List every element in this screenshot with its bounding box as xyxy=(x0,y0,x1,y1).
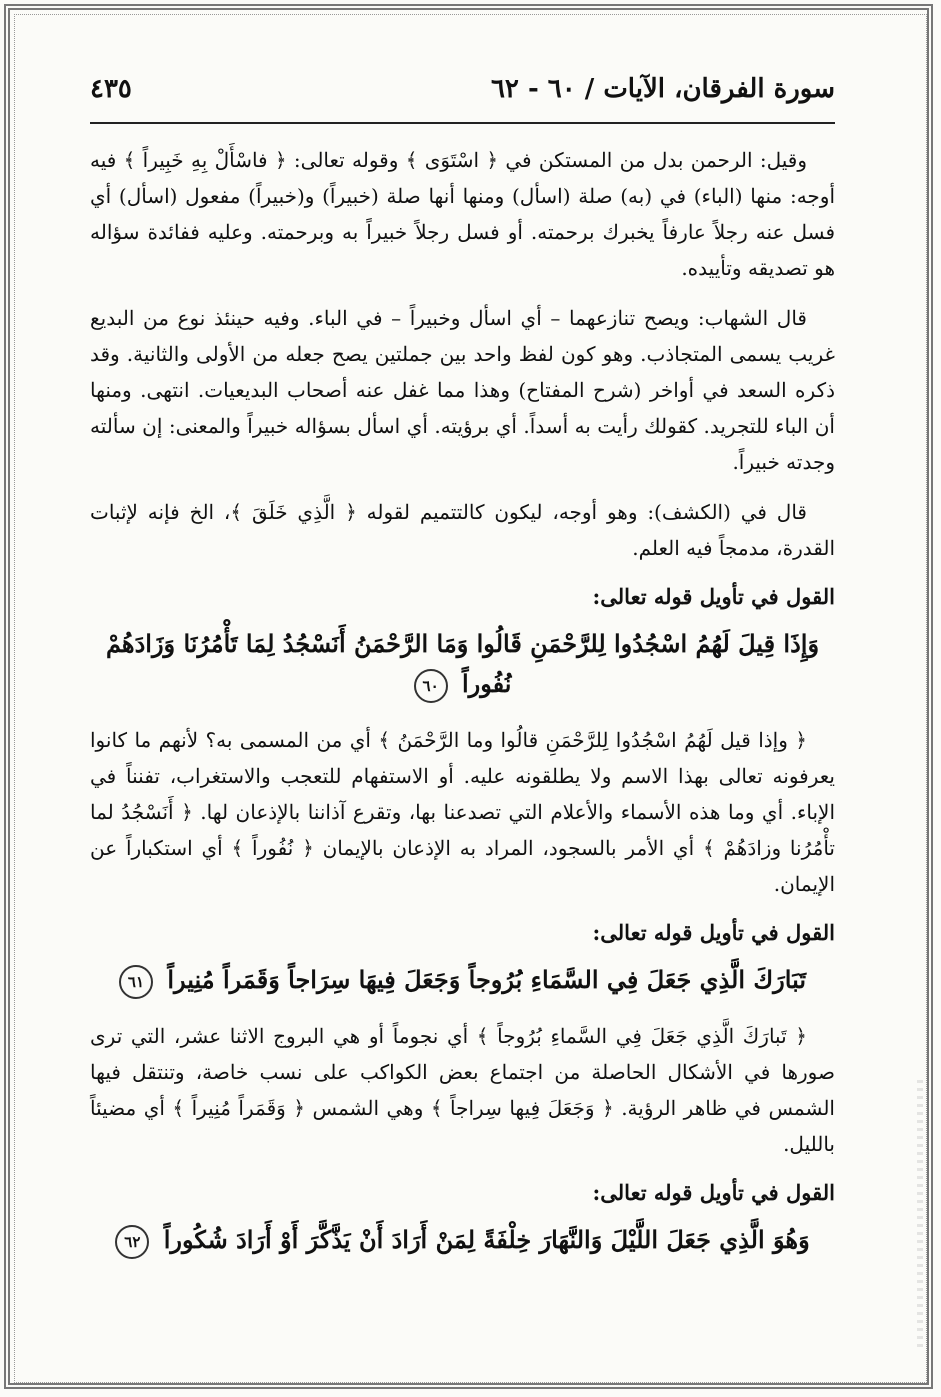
ayah-number: ٦٢ xyxy=(115,1225,149,1259)
header-rule xyxy=(90,122,835,124)
section-heading: القول في تأويل قوله تعالى: xyxy=(592,584,835,609)
ayah-number: ٦١ xyxy=(119,965,153,999)
paragraph: وقيل: الرحمن بدل من المستكن في ﴿ اسْتَوَى ﴾ وقوله تعالى: ﴿ فاسْأَلْ بِهِ خَبِيراً ﴾ فيه أوجه: منها (الباء) في (به) صلة (اسأل) ومنها أنها صلة (خبيراً) و(خبيراً) مفعول (اسأل) أي فسل عنه رجلاً عارفاً يخبرك برحمته. أو فسل رجلاً خبيراً به وبرحمته. وعليه ففائدة سؤاله هو تصديقه وتأييده. xyxy=(90,148,835,280)
paragraph: قال الشهاب: ويصح تنازعهما – أي اسأل وخبيراً – في الباء. وفيه حينئذ نوع من البديع غريب يسمى المتجاذب. وهو كون لفظ واحد بين جملتين يصح جعله من الأولى والثانية. وقد ذكره السعد في أواخر (شرح المفتاح) وهذا مما غفل عنه أصحاب البديعيات. انتهى. ومنها أن الباء للتجريد. كقولك رأيت به أسداً. أي برؤيته. أي اسأل بسؤاله خبيراً والمعنى: إن سألته وجدته خبيراً. xyxy=(90,306,835,474)
page-content xyxy=(90,142,835,1260)
quran-verse xyxy=(90,624,835,704)
paragraph: قال في (الكشف): وهو أوجه، ليكون كالتتميم لقوله ﴿ الَّذِي خَلَقَ ﴾، الخ فإنه لإثبات القدرة، مدمجاً فيه العلم. xyxy=(90,500,835,560)
verse-text: تَبَارَكَ الَّذِي جَعَلَ فِي السَّمَاءِ بُرُوجاً وَجَعَلَ فِيهَا سِرَاجاً وَقَمَراً مُنِيراً xyxy=(167,965,806,994)
ayah-number: ٦٠ xyxy=(414,669,448,703)
verse-text: وَهُوَ الَّذِي جَعَلَ اللَّيْلَ وَالنَّهَارَ خِلْفَةً لِمَنْ أَرَادَ أَنْ يَذَّكَّرَ أَوْ أَرَادَ شُكُوراً xyxy=(163,1225,810,1254)
page-number: ٤٣٥ xyxy=(90,74,132,104)
quran-verse xyxy=(90,960,835,1000)
paragraph: ﴿ وإذا قيل لَهُمُ اسْجُدُوا لِلرَّحْمَنِ قالُوا وما الرَّحْمَنُ ﴾ أي من المسمى به؟ لأنهم ما كانوا يعرفونه تعالى بهذا الاسم ولا يطلقونه عليه. أو الاستفهام للتعجب والاستغراب، تفنناً في الإباء. أي وما هذه الأسماء والأعلام التي تصدعنا بها، وتقرع آذاننا بالإذعان لها. ﴿ أَنَسْجُدُ لما تأْمُرُنا وزادَهُمْ ﴾ أي الأمر بالسجود، المراد به الإذعان بالإيمان ﴿ نُفُوراً ﴾ أي استكباراً عن الإيمان. xyxy=(90,728,835,896)
page-header xyxy=(90,68,835,120)
verse-text: وَإِذَا قِيلَ لَهُمُ اسْجُدُوا لِلرَّحْمَنِ قَالُوا وَمَا الرَّحْمَنُ أَنَسْجُدُ لِمَا تَأْمُرُنَا وَزَادَهُمْ نُفُوراً xyxy=(105,629,820,698)
paragraph: ﴿ تَبارَكَ الَّذِي جَعَلَ فِي السَّماءِ بُرُوجاً ﴾ أي نجوماً أو هي البروج الاثنا عشر، التي ترى صورها في الأشكال الحاصلة من اجتماع بعض الكواكب على نسب خاصة، وتنتقل فيها الشمس في ظاهر الرؤية. ﴿ وَجَعَلَ فِيها سِراجاً ﴾ وهي الشمس ﴿ وَقَمَراً مُنِيراً ﴾ أي مضيئاً بالليل. xyxy=(90,1024,835,1156)
running-title: سورة الفرقان، الآيات / ٦٠ - ٦٢ xyxy=(490,74,835,104)
book-page xyxy=(90,68,835,1278)
section-heading: القول في تأويل قوله تعالى: xyxy=(592,1180,835,1205)
scan-stain xyxy=(917,1080,923,1350)
section-heading: القول في تأويل قوله تعالى: xyxy=(592,920,835,945)
quran-verse xyxy=(90,1220,835,1260)
